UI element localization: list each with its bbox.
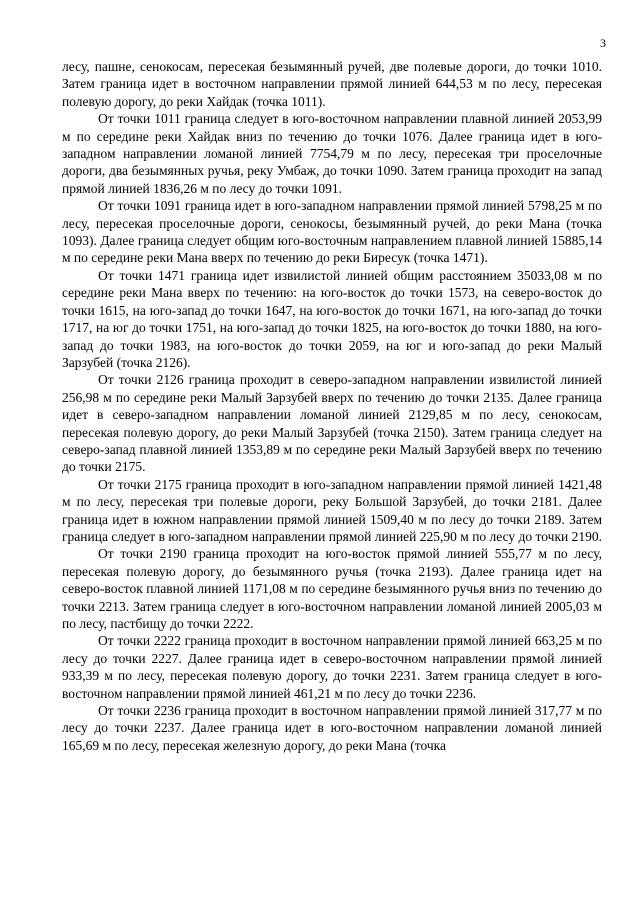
paragraph-point-2222: От точки 2222 граница проходит в восточном направлении прямой линией 663,25 м по лесу до точки 2227. Далее граница идет в северо-восточном направлении прямой линией 933,39 м по лесу, пересекая полевую дорогу, до точки 2231. Затем граница следует в юго-восточном направлении прямой линией 461,21 м по лесу до точки 2236.	[62, 633, 602, 701]
paragraph-continuation: лесу, пашне, сенокосам, пересекая безымянный ручей, две полевые дороги, до точки 1010. Затем граница идет в восточном направлении прямой линией 644,53 м по лесу, пересекая полевую дорогу, до реки Хайдак (точка 1011).	[62, 59, 602, 109]
paragraph-point-1471: От точки 1471 граница идет извилистой линией общим расстоянием 35033,08 м по середине реки Мана вверх по течению: на юго-восток до точки 1573, на северо-восток до точки 1615, на юго-запад до точки 1647, на юго-восток до точки 1671, на юго-запад до точки 1717, на юг до точки 1751, на юго-запад до точки 1825, на юго-восток до точки 1880, на юго-запад до точки 1983, на юго-восток до точки 2059, на юг и юго-запад до реки Малый Зарзубей (точка 2126).	[62, 267, 602, 370]
paragraph-point-2126: От точки 2126 граница проходит в северо-западном направлении извилистой линией 256,98 м по середине реки Малый Зарзубей вверх по течению до точки 2135. Далее граница идет в северо-западном направлении ломаной линией 2129,85 м по лесу, сенокосам, пересекая полевую дорогу, до реки Малый Зарзубей (точка 2150). Затем граница следует на северо-запад плавной линией 1353,89 м по середине реки Малый Зарзубей вверх по течению до точки 2175.	[62, 372, 602, 475]
paragraph-point-1011: От точки 1011 граница следует в юго-восточном направлении плавной линией 2053,99 м по середине реки Хайдак вниз по течению до точки 1076. Далее граница идет в юго-западном направлении ломаной линией 7754,79 м по лесу, пересекая три проселочные дороги, два безымянных ручья, реку Умбаж, до точки 1090. Затем граница проходит на запад прямой линией 1836,26 м по лесу до точки 1091.	[62, 111, 602, 196]
body-text	[62, 58, 602, 754]
paragraph-point-2175: От точки 2175 граница проходит в юго-западном направлении прямой линией 1421,48 м по лесу, пересекая три полевые дороги, реку Большой Зарзубей, до точки 2181. Далее граница идет в южном направлении прямой линией 1509,40 м по лесу до точки 2189. Затем граница следует в юго-западном направлении прямой линией 225,90 м по лесу до точки 2190.	[62, 476, 602, 544]
paragraph-point-2190: От точки 2190 граница проходит на юго-восток прямой линией 555,77 м по лесу, пересекая полевую дорогу, до безымянного ручья (точка 2193). Далее граница идет на северо-восток плавной линией 1171,08 м по середине безымянного ручья вниз по течению до точки 2213. Затем граница следует в юго-восточном направлении ломаной линией 2005,03 м по лесу, пастбищу до точки 2222.	[62, 546, 602, 631]
page-number: 3	[600, 36, 606, 50]
paragraph-point-2236: От точки 2236 граница проходит в восточном направлении прямой линией 317,77 м по лесу до точки 2237. Далее граница идет в юго-восточном направлении ломаной линией 165,69 м по лесу, пересекая железную дорогу, до реки Мана (точка	[62, 703, 602, 753]
paragraph-point-1091: От точки 1091 граница идет в юго-западном направлении прямой линией 5798,25 м по лесу, пересекая проселочные дороги, сенокосы, безымянный ручей, до реки Мана (точка 1093). Далее граница следует общим юго-восточным направлением плавной линией 15885,14 м по середине реки Мана вверх по течению до реки Биресук (точка 1471).	[62, 198, 602, 266]
